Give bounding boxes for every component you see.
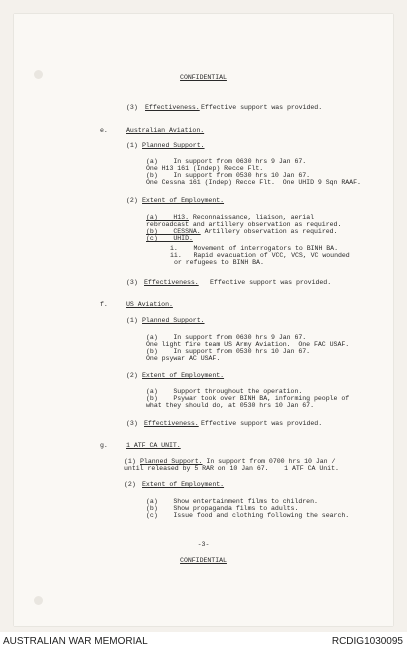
effectiveness-text: Effective support was provided. (201, 420, 323, 427)
extent-line: (c) UHID. (146, 235, 193, 242)
footer-reference: RCDIG1030095 (331, 636, 403, 647)
section-f-letter: f. (100, 301, 108, 308)
effectiveness-num: (3) (126, 279, 138, 286)
extent-num: (2) (124, 481, 136, 488)
effectiveness-num: (3) (126, 104, 138, 111)
extent-subline: i. Movement of interrogators to BINH BA. (170, 245, 338, 252)
planned-line: (a) In support from 0630 hrs 9 Jan 67. (146, 334, 307, 341)
section-e-letter: e. (100, 127, 108, 134)
extent-num: (2) (126, 372, 138, 379)
document-page (14, 14, 393, 626)
extent-line: (c) Issue food and clothing following the search. (146, 512, 350, 519)
section-f-title: US Aviation. (126, 301, 173, 308)
planned-line: (a) In support from 0630 hrs 9 Jan 67. (146, 158, 307, 165)
planned-line: (b) In support from 0530 hrs 10 Jan 67. (146, 348, 311, 355)
planned-label: Planned Support. (142, 142, 205, 149)
effectiveness-text: Effective support was provided. (201, 104, 323, 111)
extent-line: (b) CESSNA. Artillery observation as required. (146, 228, 338, 235)
planned-line: One H13 161 (Indep) Recce Flt. (146, 165, 264, 172)
extent-line: rebroadcast and artillery observation as required. (146, 221, 342, 228)
planned-line: (b) In support from 0530 hrs 10 Jan 67. (146, 172, 311, 179)
planned-line: until released by 5 RAR on 10 Jan 67. 1 ATF CA Unit. (124, 465, 339, 472)
extent-subline: or refugees to BINH BA. (174, 259, 264, 266)
extent-line: (a) Support throughout the operation. (146, 388, 303, 395)
footer-source: AUSTRALIAN WAR MEMORIAL (3, 636, 148, 647)
section-e-title: Australian Aviation. (126, 127, 205, 134)
effectiveness-label: Effectiveness. (144, 420, 199, 427)
effectiveness-text: Effective support was provided. (210, 279, 332, 286)
footer-classification: CONFIDENTIAL (180, 557, 227, 564)
extent-line: (b) Psywar took over BINH BA, informing people of (146, 395, 350, 402)
extent-subline: ii. Rapid evacuation of VCC, VCS, VC wounded (170, 252, 350, 259)
effectiveness-label: Effectiveness. (144, 279, 199, 286)
extent-label: Extent of Employment. (142, 197, 225, 204)
planned-num: (1) (124, 458, 136, 465)
page-number: -3- (197, 541, 210, 548)
header-classification: CONFIDENTIAL (180, 74, 227, 81)
section-g-letter: g. (100, 442, 108, 449)
planned-num: (1) (126, 142, 138, 149)
planned-line: One Cessna 161 (Indep) Recce Flt. One UHID 9 Sqn RAAF. (146, 179, 361, 186)
punch-hole (34, 596, 43, 605)
extent-line: (a) H13. Reconnaissance, liaison, aerial (146, 214, 315, 221)
extent-line: what they should do, at 0530 hrs 10 Jan 67. (146, 402, 314, 409)
extent-label: Extent of Employment. (142, 481, 225, 488)
effectiveness-num: (3) (126, 420, 138, 427)
section-g-title: 1 ATF CA UNIT. (126, 442, 181, 449)
planned-line: One light fire team US Army Aviation. One FAC USAF. (146, 341, 350, 348)
effectiveness-label: Effectiveness. (145, 104, 200, 111)
planned-line: Planned Support. In support from 0700 hrs 10 Jan / (140, 458, 336, 465)
archive-footer (0, 632, 407, 654)
extent-num: (2) (126, 197, 138, 204)
planned-num: (1) (126, 317, 138, 324)
planned-label: Planned Support. (142, 317, 205, 324)
extent-line: (a) Show entertainment films to children. (146, 498, 318, 505)
planned-line: One psywar AC USAF. (146, 355, 221, 362)
extent-label: Extent of Employment. (142, 372, 225, 379)
extent-line: (b) Show propaganda films to adults. (146, 505, 299, 512)
